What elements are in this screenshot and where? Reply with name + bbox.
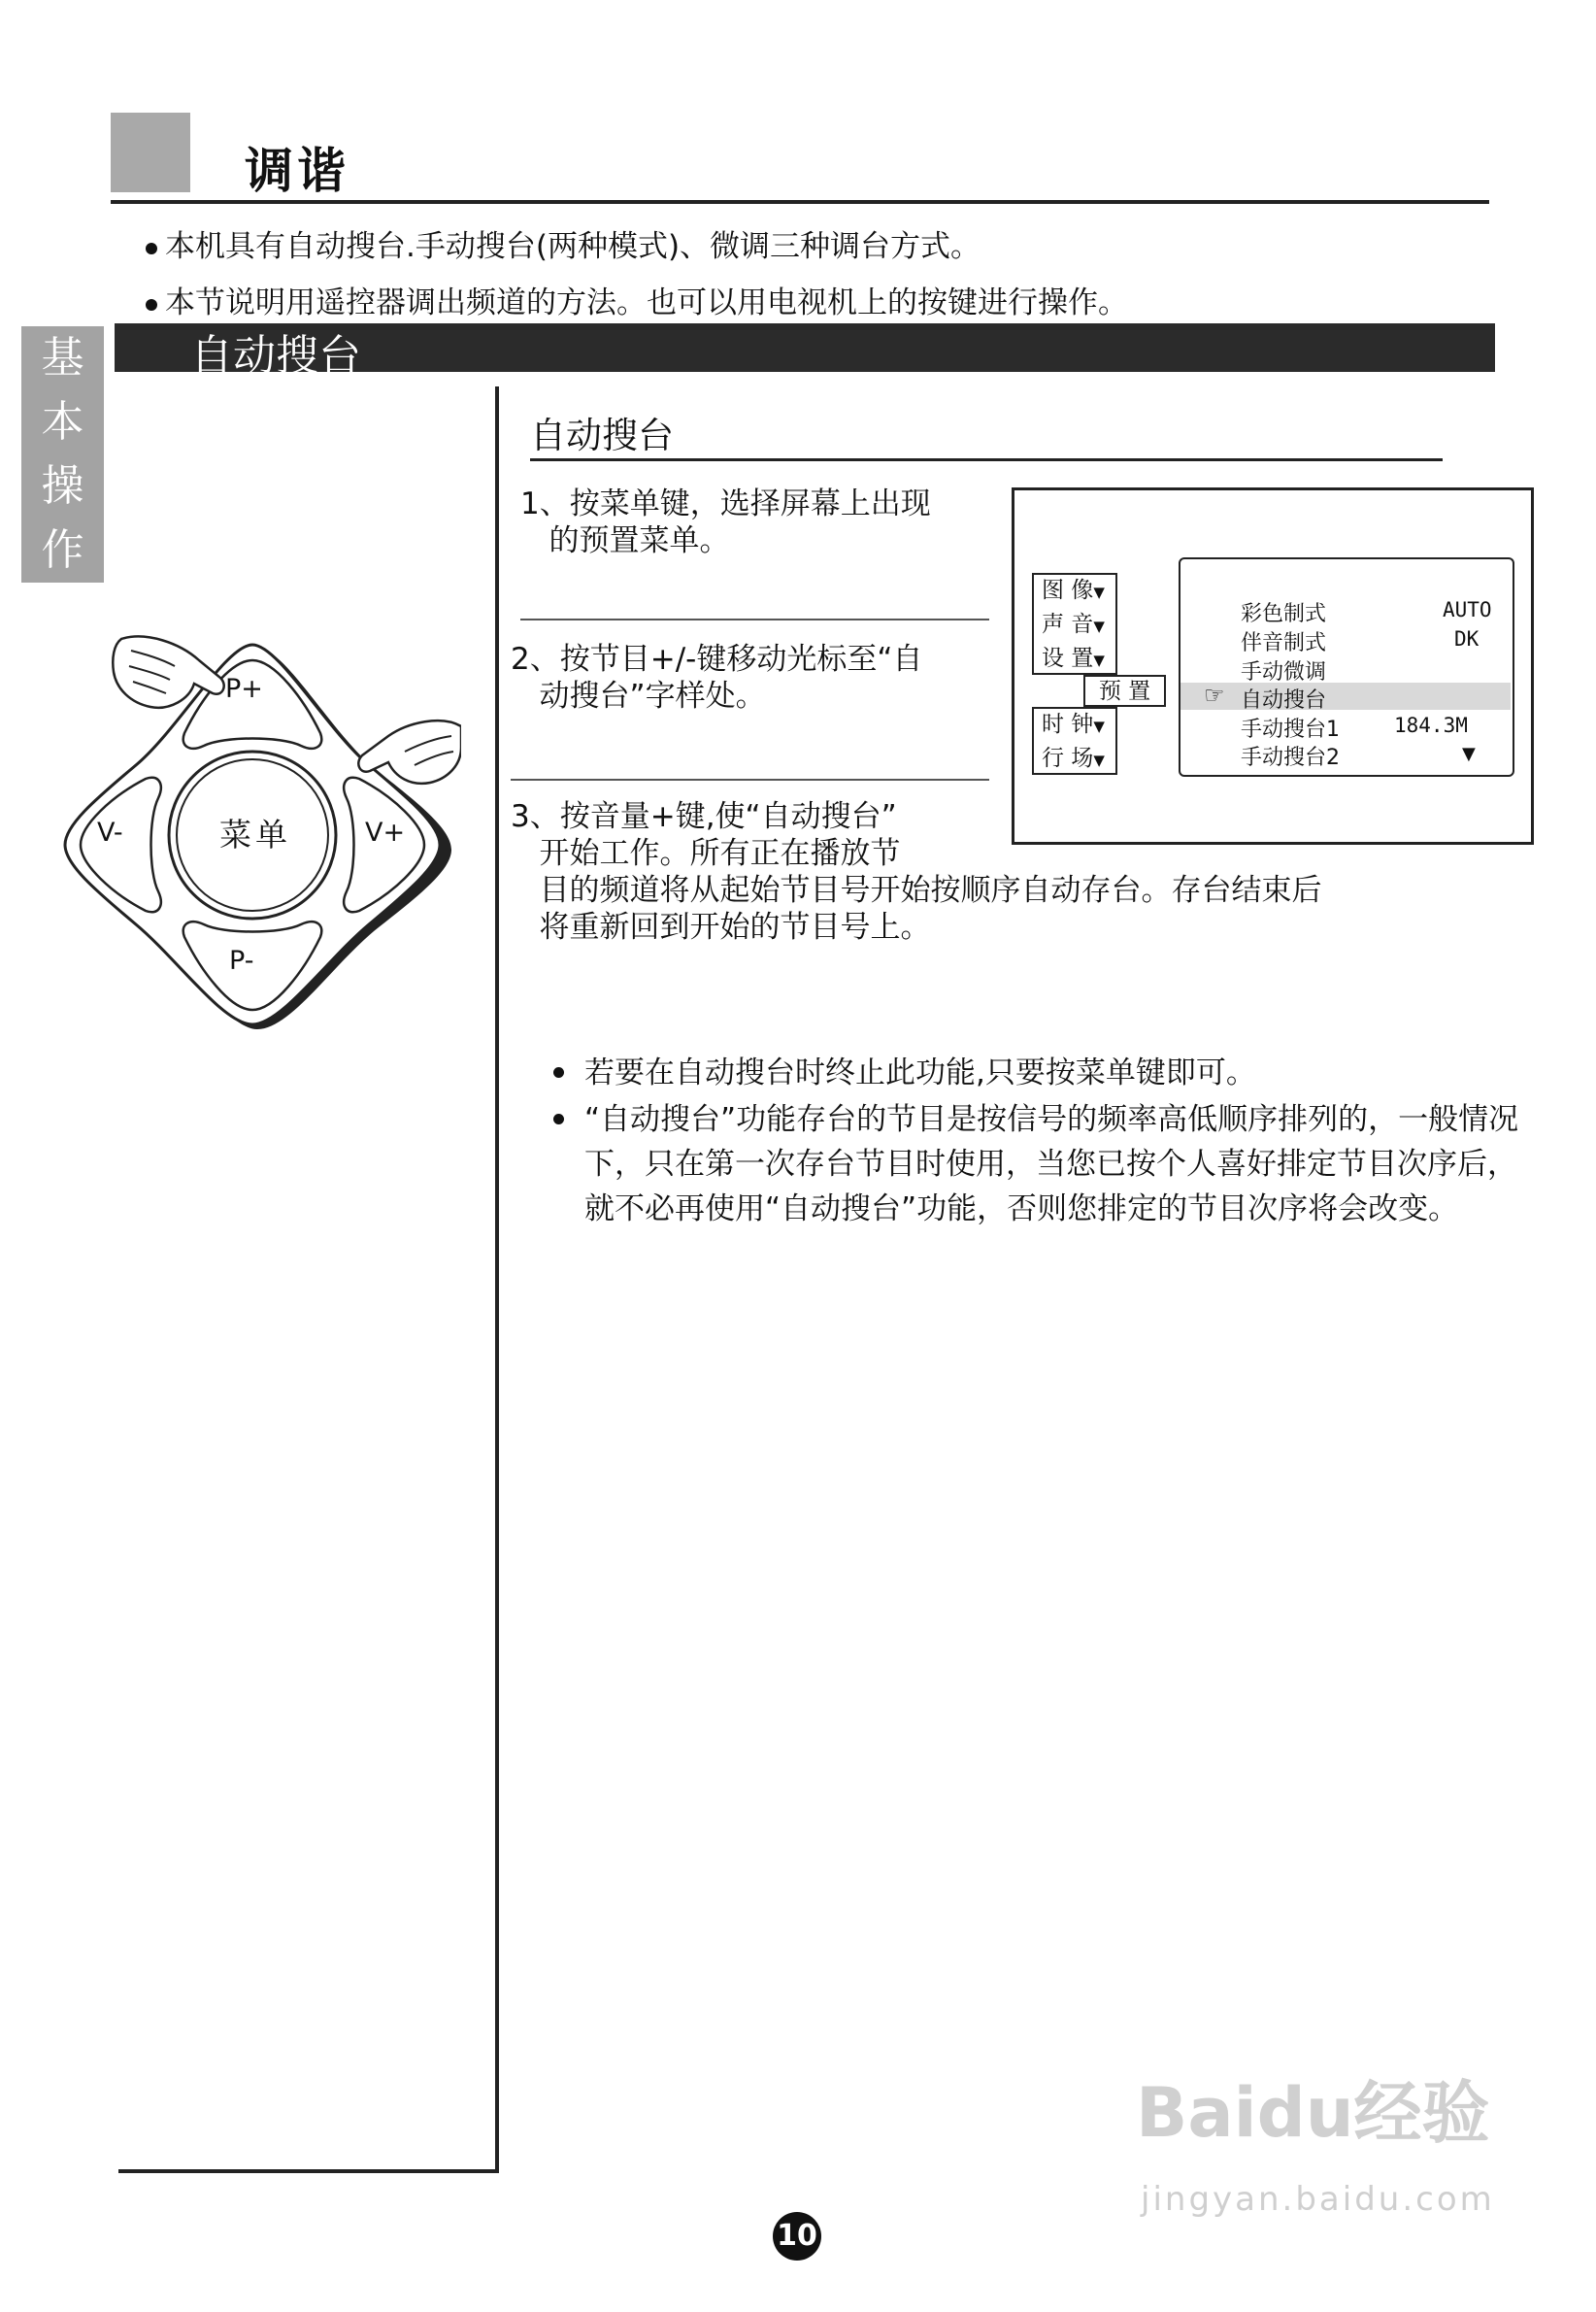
p-plus-label: P+ — [225, 674, 263, 704]
bullet-icon — [146, 299, 157, 311]
bullet-icon — [553, 1114, 564, 1124]
page-title: 调谐 — [245, 143, 349, 199]
menu-item-setup: 设 置▼ — [1042, 646, 1105, 671]
menu-value-sound-system: DK — [1454, 627, 1480, 651]
notes — [553, 1051, 1544, 1231]
intro-line-2: 本节说明用遥控器调出频道的方法。也可以用电视机上的按键进行操作。 — [146, 278, 1128, 321]
menu-value-manual-search-1: 184.3M — [1394, 714, 1468, 737]
menu-item-sound: 声 音▼ — [1042, 612, 1105, 637]
section-title: 自动搜台 — [190, 331, 361, 381]
v-plus-label: V+ — [365, 818, 406, 848]
triangle-down-icon: ▼ — [1093, 652, 1105, 669]
step-divider — [520, 619, 989, 620]
note-item: “自动搜台”功能存台的节目是按信号的频率高低顺序排列的，一般情况下，只在第一次存台节目时使用，当您已按个人喜好排定节目次序后，就不必再使用“自动搜台”功能，否则您排定的节目次序将会改变。 — [553, 1097, 1544, 1231]
triangle-down-icon: ▼ — [1093, 718, 1105, 735]
menu-row-manual-search-1: 手动搜台1 — [1241, 718, 1340, 742]
intro-line-1: 本机具有自动搜台.手动搜台(两种模式)、微调三种调台方式。 — [146, 221, 981, 265]
menu-label: 菜单 — [219, 816, 291, 854]
step-1: 1、按菜单键，选择屏幕上出现 的预置菜单。 — [520, 486, 931, 558]
menu-value-color-system: AUTO — [1443, 598, 1492, 621]
p-minus-label: P- — [229, 946, 254, 976]
menu-item-scan: 行 场▼ — [1042, 746, 1105, 771]
step-3: 3、按音量+键,使“自动搜台” 开始工作。所有正在播放节 目的频道将从起始节目号开始按顺序自动存台。存台结束后 将重新回到开始的节目号上。 — [511, 799, 1322, 945]
column-divider — [495, 386, 499, 2173]
step-2: 2、按节目+/-键移动光标至“自 动搜台”字样处。 — [511, 642, 923, 714]
hand-cursor-icon: ☞ — [1204, 682, 1225, 709]
triangle-down-icon: ▼ — [1093, 618, 1105, 635]
menu-item-clock: 时 钟▼ — [1042, 712, 1105, 737]
scroll-down-icon: ▼ — [1462, 744, 1476, 764]
step-divider — [511, 779, 989, 781]
menu-row-sound-system: 伴音制式 — [1241, 631, 1327, 655]
header-gray-square — [111, 113, 190, 192]
subsection-title: 自动搜台 — [530, 415, 674, 456]
tv-left-menu — [1032, 573, 1117, 675]
menu-row-manual-search-2: 手动搜台2 — [1241, 746, 1340, 770]
tv-left-menu-2 — [1032, 707, 1117, 775]
side-tab: 基 本 操 作 — [21, 326, 104, 583]
baidu-watermark: Baidu经验 — [1136, 2073, 1490, 2153]
triangle-down-icon: ▼ — [1093, 752, 1105, 769]
bullet-icon — [146, 243, 157, 254]
triangle-down-icon: ▼ — [1093, 584, 1105, 601]
menu-row-auto-search: 自动搜台 — [1241, 688, 1327, 713]
page-number: 10 — [773, 2212, 821, 2261]
note-item: 若要在自动搜台时终止此功能,只要按菜单键即可。 — [553, 1051, 1544, 1095]
menu-row-color-system: 彩色制式 — [1241, 602, 1327, 626]
menu-item-picture: 图 像▼ — [1042, 578, 1105, 603]
subsection-rule — [530, 458, 1443, 461]
menu-item-preset: 预 置 — [1083, 675, 1166, 707]
menu-row-fine-tune: 手动微调 — [1241, 660, 1327, 685]
bottom-rule — [118, 2169, 499, 2173]
title-rule — [111, 200, 1489, 204]
watermark-url: jingyan.baidu.com — [1141, 2180, 1495, 2219]
menu-highlight — [1180, 683, 1511, 710]
bullet-icon — [553, 1067, 564, 1078]
v-minus-label: V- — [97, 818, 123, 848]
